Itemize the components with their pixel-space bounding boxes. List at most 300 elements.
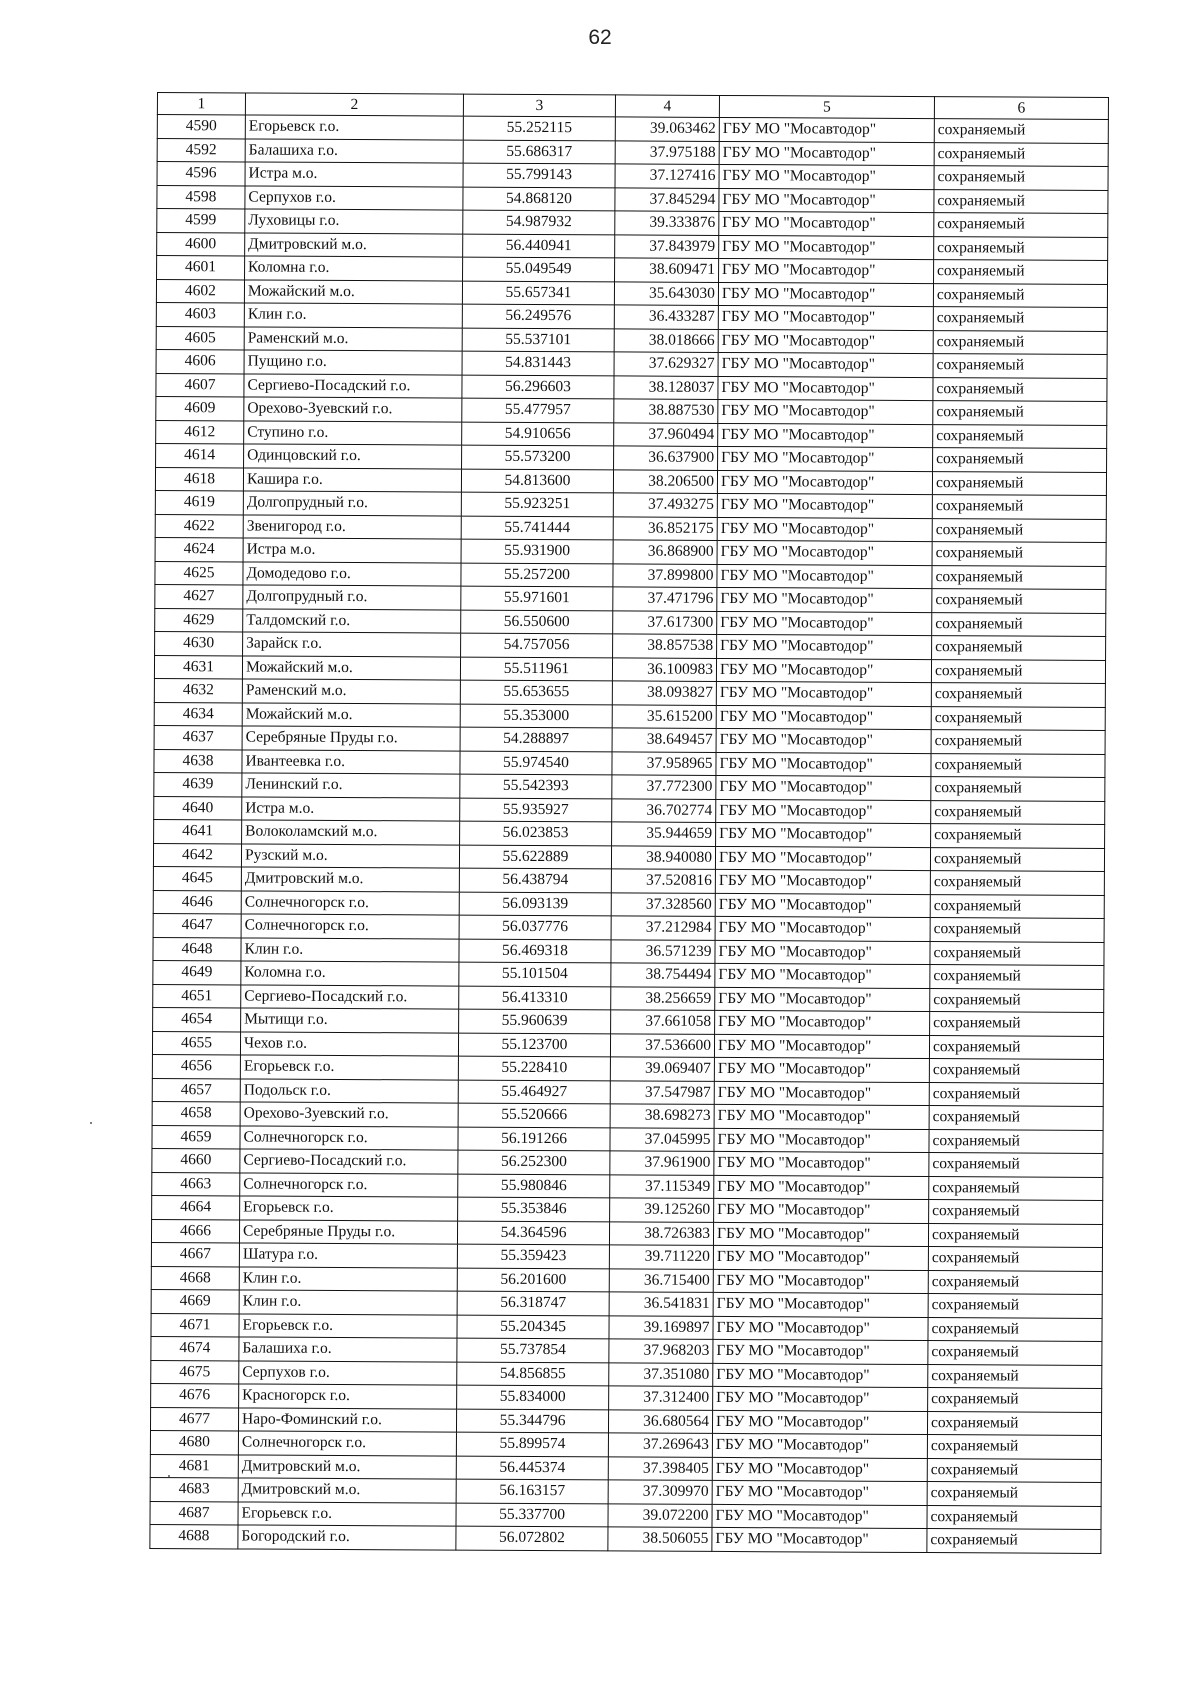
status-cell: сохраняемый	[928, 1247, 1102, 1271]
organization-cell: ГБУ МО "Мосавтодор"	[715, 869, 930, 894]
row-number-cell: 4683	[150, 1477, 238, 1501]
organization-cell: ГБУ МО "Мосавтодор"	[717, 470, 932, 495]
latitude-cell: 54.868120	[463, 187, 615, 211]
municipality-cell: Сергиево-Посадский г.о.	[244, 373, 462, 398]
organization-cell: ГБУ МО "Мосавтодор"	[712, 1410, 927, 1435]
longitude-cell: 38.726383	[609, 1221, 713, 1245]
latitude-cell: 55.657341	[462, 281, 614, 305]
column-header-5: 5	[719, 95, 934, 118]
municipality-cell: Ивантеевка г.о.	[242, 749, 460, 774]
status-cell: сохраняемый	[929, 1153, 1103, 1177]
latitude-cell: 54.856855	[457, 1362, 609, 1386]
organization-cell: ГБУ МО "Мосавтодор"	[719, 141, 934, 166]
status-cell: сохраняемый	[929, 1082, 1103, 1106]
longitude-cell: 37.471796	[613, 587, 717, 611]
longitude-cell: 37.843979	[615, 234, 719, 258]
municipality-cell: Клин г.о.	[241, 937, 459, 962]
status-cell: сохраняемый	[927, 1505, 1101, 1529]
municipality-cell: Истра м.о.	[243, 538, 461, 563]
municipality-cell: Солнечногорск г.о.	[238, 1431, 456, 1456]
column-header-3: 3	[463, 94, 615, 117]
municipality-cell: Одинцовский г.о.	[244, 444, 462, 469]
row-number-cell: 4606	[156, 349, 244, 373]
status-cell: сохраняемый	[927, 1435, 1101, 1459]
column-header-4: 4	[615, 95, 719, 118]
longitude-cell: 36.852175	[613, 516, 717, 540]
longitude-cell: 37.269643	[608, 1433, 712, 1457]
longitude-cell: 38.093827	[612, 681, 716, 705]
latitude-cell: 54.364596	[457, 1221, 609, 1245]
organization-cell: ГБУ МО "Мосавтодор"	[713, 1363, 928, 1388]
longitude-cell: 38.506055	[608, 1527, 712, 1551]
longitude-cell: 39.063462	[615, 117, 719, 141]
organization-cell: ГБУ МО "Мосавтодор"	[719, 235, 934, 260]
latitude-cell: 55.799143	[463, 163, 615, 187]
organization-cell: ГБУ МО "Мосавтодор"	[714, 1151, 929, 1176]
latitude-cell: 55.464927	[458, 1080, 610, 1104]
organization-cell: ГБУ МО "Мосавтодор"	[715, 916, 930, 941]
organization-cell: ГБУ МО "Мосавтодор"	[714, 1104, 929, 1129]
organization-cell: ГБУ МО "Мосавтодор"	[712, 1480, 927, 1505]
status-cell: сохраняемый	[933, 283, 1107, 307]
organization-cell: ГБУ МО "Мосавтодор"	[716, 822, 931, 847]
municipality-cell: Коломна г.о.	[241, 961, 459, 986]
latitude-cell: 55.573200	[462, 445, 614, 469]
municipality-cell: Егорьевск г.о.	[239, 1313, 457, 1338]
status-cell: сохраняемый	[934, 166, 1108, 190]
scan-artifact-dot	[90, 1122, 92, 1124]
status-cell: сохраняемый	[928, 1388, 1102, 1412]
longitude-cell: 38.857538	[613, 634, 717, 658]
latitude-cell: 55.337700	[456, 1503, 608, 1527]
organization-cell: ГБУ МО "Мосавтодор"	[715, 1010, 930, 1035]
latitude-cell: 55.537101	[462, 328, 614, 352]
organization-cell: ГБУ МО "Мосавтодор"	[714, 1057, 929, 1082]
latitude-cell: 55.622889	[459, 845, 611, 869]
longitude-cell: 37.960494	[614, 422, 718, 446]
longitude-cell: 38.698273	[610, 1104, 714, 1128]
municipality-cell: Егорьевск г.о.	[240, 1196, 458, 1221]
organization-cell: ГБУ МО "Мосавтодор"	[712, 1527, 927, 1552]
status-cell: сохраняемый	[934, 119, 1108, 143]
latitude-cell: 55.834000	[457, 1385, 609, 1409]
municipality-cell: Сергиево-Посадский г.о.	[241, 984, 459, 1009]
latitude-cell: 56.296603	[462, 375, 614, 399]
organization-cell: ГБУ МО "Мосавтодор"	[714, 1128, 929, 1153]
status-cell: сохраняемый	[933, 448, 1107, 472]
latitude-cell: 56.163157	[456, 1479, 608, 1503]
latitude-cell: 55.931900	[461, 539, 613, 563]
organization-cell: ГБУ МО "Мосавтодор"	[716, 705, 931, 730]
status-cell: сохраняемый	[934, 236, 1108, 260]
organization-cell: ГБУ МО "Мосавтодор"	[718, 305, 933, 330]
latitude-cell: 54.987932	[463, 210, 615, 234]
longitude-cell: 36.868900	[613, 540, 717, 564]
latitude-cell: 55.923251	[461, 492, 613, 516]
latitude-cell: 55.353846	[458, 1197, 610, 1221]
latitude-cell: 56.093139	[459, 892, 611, 916]
row-number-cell: 4637	[154, 725, 242, 749]
municipality-cell: Красногорск г.о.	[239, 1384, 457, 1409]
row-number-cell: 4630	[155, 631, 243, 655]
municipality-cell: Дмитровский м.о.	[241, 867, 459, 892]
latitude-cell: 54.813600	[461, 469, 613, 493]
latitude-cell: 55.359423	[457, 1244, 609, 1268]
status-cell: сохраняемый	[934, 142, 1108, 166]
status-cell: сохраняемый	[927, 1482, 1101, 1506]
longitude-cell: 38.256659	[611, 986, 715, 1010]
status-cell: сохраняемый	[934, 213, 1108, 237]
status-cell: сохраняемый	[931, 683, 1105, 707]
organization-cell: ГБУ МО "Мосавтодор"	[714, 1081, 929, 1106]
status-cell: сохраняемый	[931, 800, 1105, 824]
row-number-cell: 4666	[151, 1219, 239, 1243]
latitude-cell: 55.542393	[460, 774, 612, 798]
organization-cell: ГБУ МО "Мосавтодор"	[718, 376, 933, 401]
longitude-cell: 38.649457	[612, 728, 716, 752]
latitude-cell: 55.101504	[459, 962, 611, 986]
row-number-cell: 4605	[156, 326, 244, 350]
municipality-cell: Луховицы г.о.	[245, 209, 463, 234]
municipality-cell: Кашира г.о.	[243, 467, 461, 492]
municipality-cell: Егорьевск г.о.	[240, 1055, 458, 1080]
row-number-cell: 4645	[153, 866, 241, 890]
status-cell: сохраняемый	[932, 589, 1106, 613]
latitude-cell: 55.257200	[461, 563, 613, 587]
longitude-cell: 39.711220	[609, 1245, 713, 1269]
status-cell: сохраняемый	[928, 1341, 1102, 1365]
status-cell: сохраняемый	[932, 542, 1106, 566]
row-number-cell: 4651	[153, 984, 241, 1008]
row-number-cell: 4658	[152, 1101, 240, 1125]
latitude-cell: 55.980846	[458, 1174, 610, 1198]
status-cell: сохраняемый	[929, 1200, 1103, 1224]
organization-cell: ГБУ МО "Мосавтодор"	[715, 963, 930, 988]
status-cell: сохраняемый	[928, 1223, 1102, 1247]
page-number: 62	[588, 26, 612, 49]
row-number-cell: 4656	[152, 1054, 240, 1078]
organization-cell: ГБУ МО "Мосавтодор"	[713, 1386, 928, 1411]
latitude-cell: 56.318747	[457, 1291, 609, 1315]
row-number-cell: 4629	[155, 608, 243, 632]
latitude-cell: 55.935927	[460, 798, 612, 822]
row-number-cell: 4669	[151, 1289, 239, 1313]
longitude-cell: 36.715400	[609, 1268, 713, 1292]
row-number-cell: 4647	[153, 913, 241, 937]
row-number-cell: 4654	[153, 1007, 241, 1031]
organization-cell: ГБУ МО "Мосавтодор"	[713, 1316, 928, 1341]
longitude-cell: 37.127416	[615, 164, 719, 188]
organization-cell: ГБУ МО "Мосавтодор"	[717, 587, 932, 612]
row-number-cell: 4609	[156, 396, 244, 420]
municipality-cell: Дмитровский м.о.	[245, 232, 463, 257]
latitude-cell: 56.445374	[456, 1456, 608, 1480]
status-cell: сохраняемый	[933, 307, 1107, 331]
scan-artifact-dot	[168, 1475, 170, 1477]
row-number-cell: 4664	[152, 1195, 240, 1219]
latitude-cell: 55.344796	[456, 1409, 608, 1433]
longitude-cell: 39.125260	[610, 1198, 714, 1222]
row-number-cell: 4622	[155, 514, 243, 538]
latitude-cell: 56.072802	[456, 1526, 608, 1550]
organization-cell: ГБУ МО "Мосавтодор"	[712, 1504, 927, 1529]
municipality-cell: Ступино г.о.	[244, 420, 462, 445]
latitude-cell: 56.252300	[458, 1150, 610, 1174]
organization-cell: ГБУ МО "Мосавтодор"	[714, 1034, 929, 1059]
status-cell: сохраняемый	[930, 894, 1104, 918]
municipality-cell: Серебряные Пруды г.о.	[239, 1219, 457, 1244]
status-cell: сохраняемый	[929, 1106, 1103, 1130]
latitude-cell: 55.511961	[460, 657, 612, 681]
longitude-cell: 39.333876	[615, 211, 719, 235]
longitude-cell: 37.520816	[611, 869, 715, 893]
status-cell: сохраняемый	[934, 260, 1108, 284]
longitude-cell: 35.615200	[612, 704, 716, 728]
status-cell: сохраняемый	[929, 1059, 1103, 1083]
longitude-cell: 37.845294	[615, 187, 719, 211]
municipality-cell: Егорьевск г.о.	[238, 1501, 456, 1526]
longitude-cell: 37.328560	[611, 892, 715, 916]
registry-table-container	[149, 92, 1108, 1553]
municipality-cell: Шатура г.о.	[239, 1243, 457, 1268]
longitude-cell: 37.493275	[613, 493, 717, 517]
latitude-cell: 56.037776	[459, 915, 611, 939]
row-number-cell: 4663	[152, 1172, 240, 1196]
longitude-cell: 38.887530	[614, 399, 718, 423]
row-number-cell: 4659	[152, 1125, 240, 1149]
municipality-cell: Балашиха г.о.	[239, 1337, 457, 1362]
latitude-cell: 55.477957	[462, 398, 614, 422]
longitude-cell: 38.206500	[613, 469, 717, 493]
organization-cell: ГБУ МО "Мосавтодор"	[717, 540, 932, 565]
organization-cell: ГБУ МО "Мосавтодор"	[713, 1269, 928, 1294]
column-header-1: 1	[157, 93, 245, 115]
longitude-cell: 37.312400	[609, 1386, 713, 1410]
organization-cell: ГБУ МО "Мосавтодор"	[714, 1175, 929, 1200]
organization-cell: ГБУ МО "Мосавтодор"	[717, 611, 932, 636]
row-number-cell: 4671	[151, 1313, 239, 1337]
latitude-cell: 55.353000	[460, 704, 612, 728]
row-number-cell: 4688	[150, 1524, 238, 1548]
organization-cell: ГБУ МО "Мосавтодор"	[716, 658, 931, 683]
municipality-cell: Звенигород г.о.	[243, 514, 461, 539]
organization-cell: ГБУ МО "Мосавтодор"	[714, 1198, 929, 1223]
latitude-cell: 55.520666	[458, 1103, 610, 1127]
table-row	[150, 1524, 1101, 1552]
row-number-cell: 4641	[154, 819, 242, 843]
municipality-cell: Солнечногорск г.о.	[240, 1172, 458, 1197]
longitude-cell: 38.128037	[614, 375, 718, 399]
municipality-cell: Клин г.о.	[239, 1290, 457, 1315]
latitude-cell: 56.550600	[461, 610, 613, 634]
municipality-cell: Клин г.о.	[239, 1266, 457, 1291]
latitude-cell: 55.228410	[458, 1056, 610, 1080]
row-number-cell: 4627	[155, 584, 243, 608]
longitude-cell: 37.351080	[609, 1362, 713, 1386]
longitude-cell: 37.958965	[612, 751, 716, 775]
longitude-cell: 36.702774	[612, 798, 716, 822]
organization-cell: ГБУ МО "Мосавтодор"	[716, 681, 931, 706]
municipality-cell: Талдомский г.о.	[243, 608, 461, 633]
municipality-cell: Солнечногорск г.о.	[240, 1125, 458, 1150]
row-number-cell: 4596	[157, 162, 245, 186]
column-header-6: 6	[934, 97, 1108, 120]
longitude-cell: 37.975188	[615, 140, 719, 164]
organization-cell: ГБУ МО "Мосавтодор"	[713, 1339, 928, 1364]
longitude-cell: 37.661058	[611, 1010, 715, 1034]
municipality-cell: Ленинский г.о.	[242, 773, 460, 798]
latitude-cell: 55.204345	[457, 1315, 609, 1339]
municipality-cell: Рузский м.о.	[241, 843, 459, 868]
municipality-cell: Серебряные Пруды г.о.	[242, 726, 460, 751]
row-number-cell: 4618	[155, 467, 243, 491]
latitude-cell: 55.960639	[459, 1009, 611, 1033]
longitude-cell: 39.069407	[610, 1057, 714, 1081]
municipality-cell: Раменский м.о.	[244, 326, 462, 351]
status-cell: сохраняемый	[931, 753, 1105, 777]
status-cell: сохраняемый	[928, 1364, 1102, 1388]
row-number-cell: 4600	[157, 232, 245, 256]
row-number-cell: 4602	[156, 279, 244, 303]
status-cell: сохраняемый	[931, 730, 1105, 754]
row-number-cell: 4624	[155, 537, 243, 561]
status-cell: сохраняемый	[929, 1176, 1103, 1200]
status-cell: сохраняемый	[928, 1294, 1102, 1318]
municipality-cell: Истра м.о.	[245, 162, 463, 187]
municipality-cell: Орехово-Зуевский г.о.	[244, 397, 462, 422]
longitude-cell: 37.547987	[610, 1080, 714, 1104]
row-number-cell: 4681	[150, 1454, 238, 1478]
municipality-cell: Солнечногорск г.о.	[241, 890, 459, 915]
latitude-cell: 55.971601	[461, 586, 613, 610]
longitude-cell: 35.944659	[612, 822, 716, 846]
organization-cell: ГБУ МО "Мосавтодор"	[717, 634, 932, 659]
municipality-cell: Домодедово г.о.	[243, 561, 461, 586]
row-number-cell: 4660	[152, 1148, 240, 1172]
latitude-cell: 55.974540	[460, 751, 612, 775]
row-number-cell: 4640	[154, 796, 242, 820]
latitude-cell: 55.123700	[458, 1033, 610, 1057]
organization-cell: ГБУ МО "Мосавтодор"	[716, 752, 931, 777]
municipality-cell: Пущино г.о.	[244, 350, 462, 375]
municipality-cell: Коломна г.о.	[245, 256, 463, 281]
organization-cell: ГБУ МО "Мосавтодор"	[716, 799, 931, 824]
status-cell: сохраняемый	[930, 965, 1104, 989]
organization-cell: ГБУ МО "Мосавтодор"	[717, 493, 932, 518]
organization-cell: ГБУ МО "Мосавтодор"	[718, 423, 933, 448]
longitude-cell: 37.772300	[612, 775, 716, 799]
municipality-cell: Волоколамский м.о.	[242, 820, 460, 845]
latitude-cell: 54.831443	[462, 351, 614, 375]
organization-cell: ГБУ МО "Мосавтодор"	[718, 352, 933, 377]
row-number-cell: 4649	[153, 960, 241, 984]
longitude-cell: 36.541831	[609, 1292, 713, 1316]
status-cell: сохраняемый	[932, 471, 1106, 495]
longitude-cell: 36.680564	[608, 1409, 712, 1433]
row-number-cell: 4668	[151, 1266, 239, 1290]
status-cell: сохраняемый	[934, 189, 1108, 213]
organization-cell: ГБУ МО "Мосавтодор"	[719, 164, 934, 189]
organization-cell: ГБУ МО "Мосавтодор"	[718, 446, 933, 471]
status-cell: сохраняемый	[932, 636, 1106, 660]
latitude-cell: 54.288897	[460, 727, 612, 751]
row-number-cell: 4648	[153, 937, 241, 961]
organization-cell: ГБУ МО "Мосавтодор"	[716, 775, 931, 800]
row-number-cell: 4639	[154, 772, 242, 796]
municipality-cell: Балашиха г.о.	[245, 138, 463, 163]
longitude-cell: 37.961900	[610, 1151, 714, 1175]
municipality-cell: Мытищи г.о.	[241, 1008, 459, 1033]
longitude-cell: 35.643030	[614, 281, 718, 305]
row-number-cell: 4625	[155, 561, 243, 585]
row-number-cell: 4607	[156, 373, 244, 397]
row-number-cell: 4655	[152, 1031, 240, 1055]
longitude-cell: 37.045995	[610, 1127, 714, 1151]
registry-table	[149, 92, 1109, 1553]
latitude-cell: 56.440941	[463, 234, 615, 258]
column-header-2: 2	[245, 93, 463, 116]
municipality-cell: Можайский м.о.	[242, 702, 460, 727]
organization-cell: ГБУ МО "Мосавтодор"	[719, 188, 934, 213]
status-cell: сохраняемый	[932, 495, 1106, 519]
status-cell: сохраняемый	[932, 518, 1106, 542]
row-number-cell: 4598	[157, 185, 245, 209]
longitude-cell: 36.571239	[611, 939, 715, 963]
row-number-cell: 4642	[153, 843, 241, 867]
longitude-cell: 38.018666	[614, 328, 718, 352]
longitude-cell: 36.637900	[614, 446, 718, 470]
latitude-cell: 56.201600	[457, 1268, 609, 1292]
latitude-cell: 56.191266	[458, 1127, 610, 1151]
latitude-cell: 55.899574	[456, 1432, 608, 1456]
organization-cell: ГБУ МО "Мосавтодор"	[719, 258, 934, 283]
status-cell: сохраняемый	[933, 330, 1107, 354]
latitude-cell: 56.249576	[462, 304, 614, 328]
municipality-cell: Сергиево-Посадский г.о.	[240, 1149, 458, 1174]
organization-cell: ГБУ МО "Мосавтодор"	[712, 1433, 927, 1458]
row-number-cell: 4667	[151, 1242, 239, 1266]
row-number-cell: 4680	[150, 1430, 238, 1454]
longitude-cell: 39.072200	[608, 1503, 712, 1527]
row-number-cell: 4590	[157, 115, 245, 139]
municipality-cell: Клин г.о.	[244, 303, 462, 328]
organization-cell: ГБУ МО "Мосавтодор"	[712, 1457, 927, 1482]
longitude-cell: 37.617300	[613, 610, 717, 634]
status-cell: сохраняемый	[930, 847, 1104, 871]
status-cell: сохраняемый	[933, 401, 1107, 425]
latitude-cell: 55.737854	[457, 1338, 609, 1362]
status-cell: сохраняемый	[933, 377, 1107, 401]
latitude-cell: 55.653655	[460, 680, 612, 704]
row-number-cell: 4632	[154, 678, 242, 702]
latitude-cell: 55.741444	[461, 516, 613, 540]
organization-cell: ГБУ МО "Мосавтодор"	[719, 211, 934, 236]
status-cell: сохраняемый	[931, 824, 1105, 848]
longitude-cell: 36.433287	[614, 305, 718, 329]
status-cell: сохраняемый	[931, 659, 1105, 683]
longitude-cell: 37.899800	[613, 563, 717, 587]
row-number-cell: 4676	[151, 1383, 239, 1407]
latitude-cell: 56.469318	[459, 939, 611, 963]
row-number-cell: 4657	[152, 1078, 240, 1102]
longitude-cell: 38.754494	[611, 963, 715, 987]
status-cell: сохраняемый	[930, 918, 1104, 942]
municipality-cell: Можайский м.о.	[242, 655, 460, 680]
municipality-cell: Дмитровский м.о.	[238, 1454, 456, 1479]
status-cell: сохраняемый	[932, 565, 1106, 589]
row-number-cell: 4603	[156, 302, 244, 326]
status-cell: сохраняемый	[927, 1411, 1101, 1435]
